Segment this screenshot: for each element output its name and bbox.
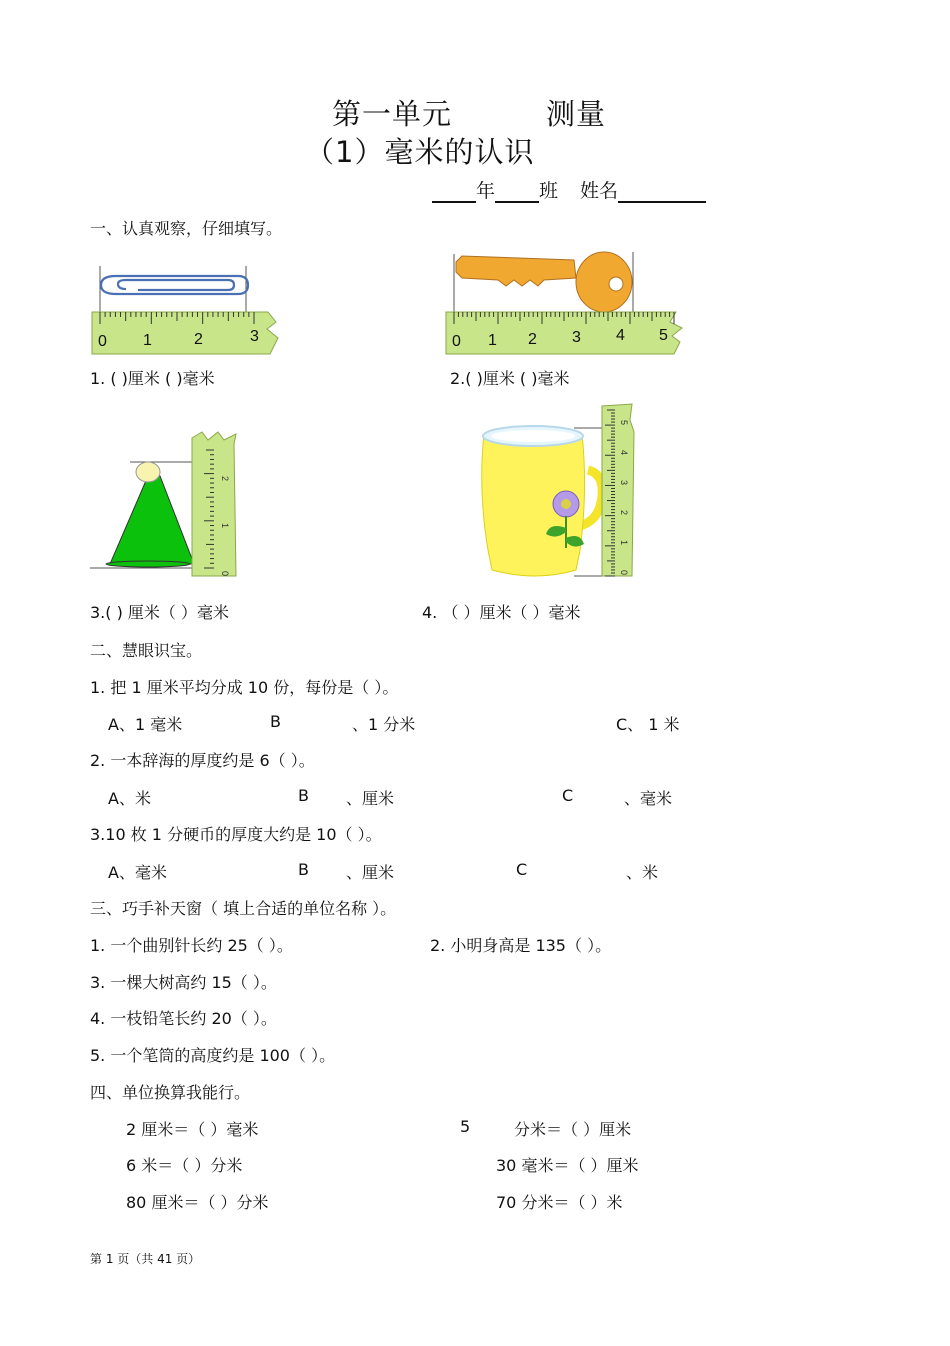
s2-q2-option-a[interactable]: A、米 <box>108 789 151 808</box>
figure-key <box>444 248 694 358</box>
student-info-line <box>432 176 706 203</box>
grade-blank[interactable] <box>432 181 476 203</box>
section4-heading: 四、单位换算我能行。 <box>90 1083 251 1102</box>
s1-question-4: 4. （ ）厘米（ ）毫米 <box>422 603 581 622</box>
cup-icon <box>482 426 602 576</box>
ruler3-label-0: 0 <box>220 571 230 577</box>
s2-q3-option-b-text: 、厘米 <box>346 863 395 882</box>
ruler2-label-3: 3 <box>572 329 581 346</box>
lesson-title: （1）毫米的认识 <box>305 135 535 169</box>
s2-q2-option-b[interactable]: B <box>298 786 309 805</box>
grade-label: 年 <box>476 180 496 202</box>
s3-question-4: 4. 一枝铅笔长约 20（ ）。 <box>90 1009 277 1028</box>
s3-question-5: 5. 一个笔筒的高度约是 100（ ）。 <box>90 1046 336 1065</box>
ruler2-label-0: 0 <box>452 333 461 350</box>
s1-question-2: 2.( )厘米 ( )毫米 <box>450 369 570 388</box>
ruler4-label-2: 2 <box>619 510 629 516</box>
s4-row3-left: 80 厘米＝（ ）分米 <box>126 1193 269 1212</box>
s2-q2-option-c[interactable]: C <box>562 786 574 805</box>
ruler2-label-4: 4 <box>616 327 625 344</box>
s4-row2-left: 6 米＝（ ）分米 <box>126 1156 243 1175</box>
s1-question-3: 3.( ) 厘米（ ）毫米 <box>90 603 230 622</box>
s2-q2-option-c-text: 、毫米 <box>624 789 673 808</box>
figure-cone <box>90 430 250 580</box>
key-icon <box>456 252 632 312</box>
ruler1-label-2: 2 <box>194 331 203 348</box>
page-footer: 第 1 页（共 41 页） <box>90 1252 201 1266</box>
ruler4-label-1: 1 <box>619 540 629 546</box>
s2-question-2: 2. 一本辞海的厚度约是 6（ ）。 <box>90 751 315 770</box>
unit-title: 第一单元 <box>332 97 453 131</box>
ruler4-label-3: 3 <box>619 480 629 486</box>
s4-row3-right: 70 分米＝（ ）米 <box>496 1193 623 1212</box>
figure-cup <box>470 400 650 582</box>
s4-row1-left: 2 厘米＝（ ）毫米 <box>126 1120 259 1139</box>
ruler2-label-5: 5 <box>659 327 668 344</box>
figure-paperclip <box>88 266 288 358</box>
ruler1-label-1: 1 <box>143 332 152 349</box>
name-label: 姓名 <box>580 180 619 202</box>
s3-question-2: 2. 小明身高是 135（ ）。 <box>430 936 612 955</box>
name-blank[interactable] <box>618 181 706 203</box>
s3-question-1: 1. 一个曲别针长约 25（ ）。 <box>90 936 293 955</box>
s4-row1-right: 分米＝（ ）厘米 <box>514 1120 632 1139</box>
ruler1-label-0: 0 <box>98 333 107 350</box>
s2-q3-option-a[interactable]: A、毫米 <box>108 863 167 882</box>
ruler4-label-5: 5 <box>619 420 629 426</box>
ruler4-label-0: 0 <box>619 570 629 576</box>
ruler1-label-3: 3 <box>250 328 259 345</box>
section3-heading: 三、巧手补天窗（ 填上合适的单位名称 ）。 <box>90 899 397 918</box>
ruler4-label-4: 4 <box>619 450 629 456</box>
ruler3-label-1: 1 <box>220 523 230 529</box>
s2-q3-option-c[interactable]: C <box>516 860 528 879</box>
topic-title: 测量 <box>546 97 607 131</box>
s3-question-3: 3. 一棵大树高约 15（ ）。 <box>90 973 277 992</box>
s2-q3-option-b[interactable]: B <box>298 860 309 879</box>
s2-question-3: 3.10 枚 1 分硬币的厚度大约是 10（ ）。 <box>90 825 382 844</box>
s2-q3-option-c-text: 、米 <box>626 863 659 882</box>
class-blank[interactable] <box>495 181 539 203</box>
s2-q1-option-a[interactable]: A、1 毫米 <box>108 715 183 734</box>
s2-q1-option-b[interactable]: B <box>270 712 281 731</box>
section1-heading: 一、认真观察，仔细填写。 <box>90 219 283 238</box>
section2-heading: 二、慧眼识宝。 <box>90 641 203 660</box>
s4-row2-right: 30 毫米＝（ ）厘米 <box>496 1156 639 1175</box>
s2-question-1: 1. 把 1 厘米平均分成 10 份，每份是（ ）。 <box>90 678 399 697</box>
cone-icon <box>106 462 194 567</box>
class-label: 班 <box>539 180 559 202</box>
ruler2-label-2: 2 <box>528 331 537 348</box>
s4-row1-right-number: 5 <box>460 1117 471 1136</box>
s2-q1-option-c[interactable]: C、 1 米 <box>616 715 680 734</box>
ruler3-label-2: 2 <box>220 476 230 482</box>
ruler2-label-1: 1 <box>488 332 497 349</box>
s1-question-1: 1. ( )厘米 ( )毫米 <box>90 369 215 388</box>
paperclip-icon <box>101 276 248 294</box>
s2-q2-option-b-text: 、厘米 <box>346 789 395 808</box>
s2-q1-option-b-text: 、1 分米 <box>352 715 416 734</box>
